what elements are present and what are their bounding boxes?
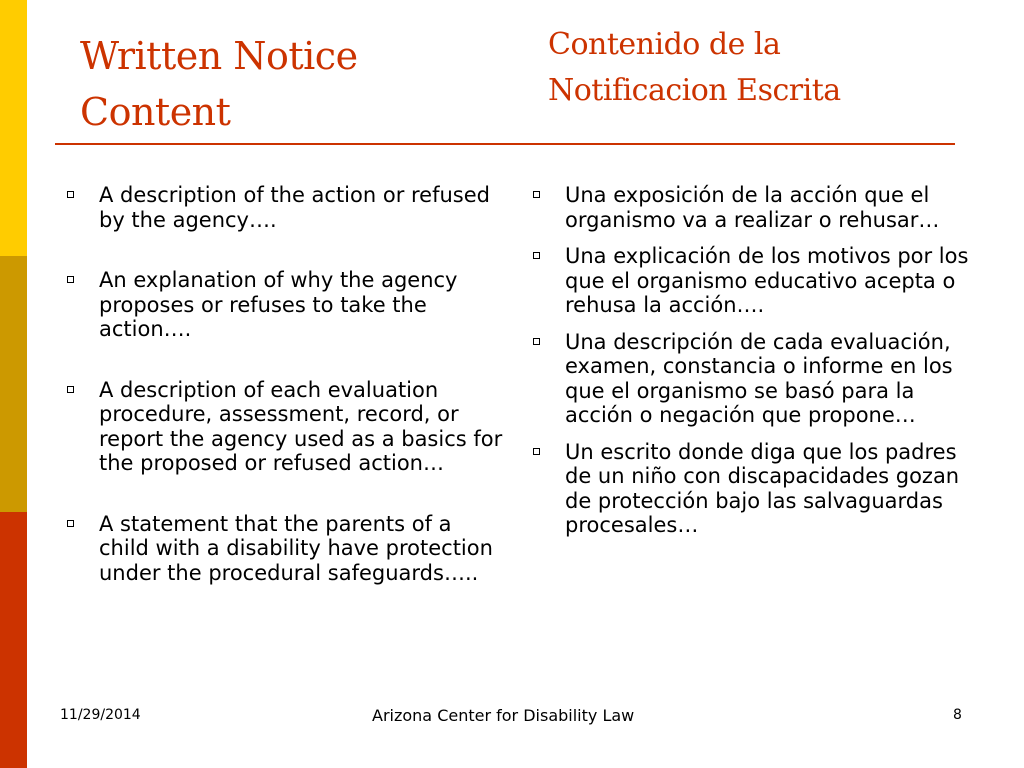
bullet-text: Una exposición de la acción que el organismo va a realizar o rehusar… [565,183,940,232]
square-bullet-icon [533,338,540,345]
footer-page-number: 8 [953,707,962,723]
title-english [80,28,358,140]
square-bullet-icon [67,276,74,283]
accent-stripe-middle [0,256,27,512]
square-bullet-icon [533,191,540,198]
square-bullet-icon [533,448,540,455]
title-spanish-line-1: Contenido de la [548,27,781,62]
list-item [530,440,970,538]
square-bullet-icon [67,386,74,393]
title-english-line-2: Content [80,90,231,134]
list-item [64,268,504,342]
square-bullet-icon [533,252,540,259]
footer-organization: Arizona Center for Disability Law [372,706,635,725]
list-item [530,330,970,428]
bullet-text: A statement that the parents of a child with a disability have protection under the procedural safeguards….. [99,511,493,585]
bullet-text: Una descripción de cada evaluación, examen, constancia o informe en los que el organismo se basó para la acción o negación que propone… [565,329,953,427]
bullet-text: Un escrito donde diga que los padres de un niño con discapacidades gozan de protección bajo las salvaguardas procesales… [565,439,960,537]
accent-stripe-top [0,0,27,256]
bullet-text: An explanation of why the agency proposes or refuses to take the action…. [99,268,458,341]
title-spanish [548,22,841,114]
spanish-bullet-list [530,183,970,550]
list-item [530,183,970,232]
list-item [64,378,504,476]
english-bullet-list [64,183,504,621]
bullet-text: Una explicación de los motivos por los que el organismo educativo acepta o rehusa la acción…. [565,244,969,317]
list-item [64,512,504,586]
list-item [64,183,504,232]
square-bullet-icon [67,191,74,198]
footer-date: 11/29/2014 [60,707,141,723]
square-bullet-icon [67,520,74,527]
bullet-text: A description of the action or refused by the agency…. [99,183,490,232]
list-item [530,244,970,318]
bullet-text: A description of each evaluation procedure, assessment, record, or report the agency used as a basics for the proposed or refused action… [99,377,503,475]
accent-stripe-bottom [0,512,27,768]
title-divider [55,143,955,145]
title-spanish-line-2: Notificacion Escrita [548,73,841,108]
title-english-line-1: Written Notice [80,34,358,78]
